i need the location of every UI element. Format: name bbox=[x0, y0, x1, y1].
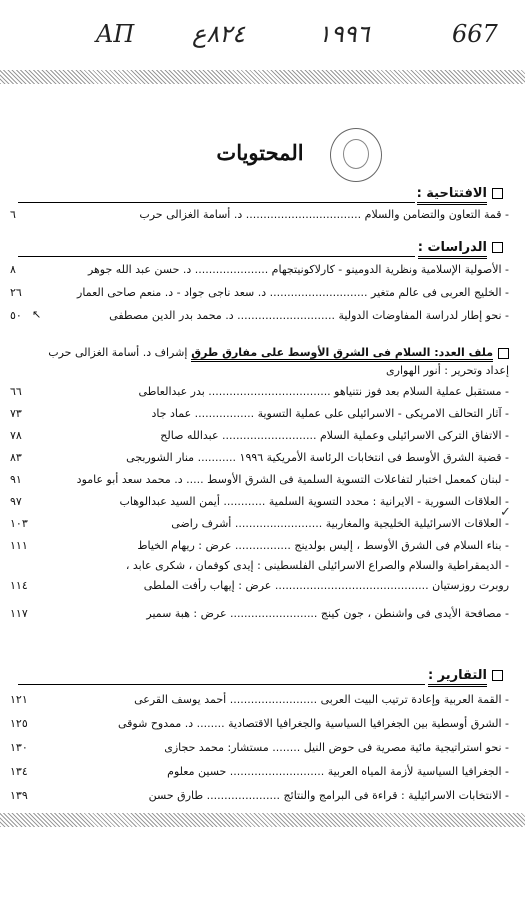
entry-text: روبرت روزستيان ............................................ عرض : إيهاب رأفت الملطى bbox=[143, 579, 509, 592]
entry-text: - الديمقراطية والسلام والصراع الاسرائيلى الفلسطينى : إيدى كوفمان ، شكرى عابد ، bbox=[125, 559, 509, 572]
dossier-editing: إعداد وتحرير : أنور الهوارى bbox=[386, 364, 509, 377]
section-opening bbox=[417, 186, 503, 201]
page-number: ٩١ bbox=[10, 473, 22, 486]
list-item bbox=[10, 285, 515, 301]
list-item bbox=[10, 384, 515, 400]
entry-text: - الانتخابات الاسرائيلية : قراءة فى البرامج والنتائج ..................... طارق حسن bbox=[148, 789, 509, 802]
entry-text: - قضية الشرق الأوسط فى انتخابات الرئاسة الأمريكية ١٩٩٦ ........... منار الشوربجى bbox=[126, 451, 509, 464]
list-item bbox=[10, 406, 515, 422]
page-number: ٨ bbox=[10, 263, 16, 276]
entry-text: - آثار التحالف الامريكى - الاسرائيلى على عملية التسوية ................. عماد جاد bbox=[151, 407, 509, 420]
page-number: ١٠٣ bbox=[10, 517, 28, 530]
section-label: التقارير : bbox=[428, 668, 487, 687]
list-item bbox=[10, 207, 515, 223]
halftone-band-top bbox=[0, 70, 525, 84]
page-title: المحتويات bbox=[216, 140, 304, 165]
entry-text: - القمة العربية وإعادة ترتيب البيت العربى ......................... أحمد يوسف القرعى bbox=[134, 693, 509, 706]
list-item bbox=[10, 262, 515, 278]
list-item bbox=[10, 764, 515, 780]
section-box-icon bbox=[492, 670, 503, 681]
page-number: ١١١ bbox=[10, 539, 28, 552]
list-item bbox=[10, 538, 515, 554]
entry-text: - نحو إطار لدراسة المفاوضات الدولية ............................ د. محمد بدر الدين مصطفى bbox=[109, 309, 509, 322]
margin-check-icon: ✓ bbox=[500, 505, 511, 520]
entry-text: - مصافحة الأيدى فى واشنطن ، جون كينج ......................... عرض : هبة سمير bbox=[146, 607, 509, 620]
page-number: ١٣٤ bbox=[10, 765, 28, 778]
section-box-icon bbox=[498, 348, 509, 359]
section-reports bbox=[428, 668, 503, 683]
list-item bbox=[10, 692, 515, 708]
dossier-label: ملف العدد: السلام فى الشرق الأوسط على مفارق طرق bbox=[191, 346, 493, 362]
entry-text: - العلاقات الاسرائيلية الخليجية والمغاربية ......................... أشرف راضى bbox=[171, 517, 509, 530]
entry-text: - قمة التعاون والتضامن والسلام ................................. د. أسامة الغزالى حرب bbox=[139, 208, 509, 221]
page-number: ٧٨ bbox=[10, 429, 22, 442]
list-item bbox=[10, 606, 515, 622]
page-number: ٦٦ bbox=[10, 385, 22, 398]
entry-text: - الخليج العربى فى عالم متغير ............................ د. سعد ناجى جواد - د. منعم صاحى العمار bbox=[77, 286, 509, 299]
entry-text: - الجغرافيا السياسية لأزمة المياه العربية ........................... حسين معلوم bbox=[167, 765, 509, 778]
page-number: ٦ bbox=[10, 208, 16, 221]
page-number: ١١٧ bbox=[10, 607, 28, 620]
handwritten-note-d: 667 bbox=[452, 20, 498, 48]
list-item bbox=[10, 308, 515, 324]
page-number: ٩٧ bbox=[10, 495, 22, 508]
page-number: ١٣٩ bbox=[10, 789, 28, 802]
entry-text: - العلاقات السورية - الايرانية : محدد التسوية السلمية ............ أيمن السيد عبدالوهاب bbox=[119, 495, 509, 508]
entry-text: - بناء السلام فى الشرق الأوسط ، إليس بولدينج ................ عرض : ريهام الخياط bbox=[137, 539, 509, 552]
entry-text: - الشرق أوسطية بين الجغرافيا السياسية والجغرافيا الاقتصادية ........ د. ممدوح شوقى bbox=[118, 717, 509, 730]
section-divider bbox=[18, 684, 425, 685]
dossier-heading bbox=[48, 346, 509, 359]
entry-text: - الأصولية الإسلامية ونظرية الدومينو - كارلاكونيتجهام ..................... د. حسن عبد الله جوهر bbox=[87, 263, 509, 276]
section-label: الدراسات : bbox=[418, 240, 487, 259]
entry-text: - الاتفاق التركى الاسرائيلى وعملية السلام ........................... عبدالله صالح bbox=[160, 429, 509, 442]
page-number: ٢٦ bbox=[10, 286, 22, 299]
handwritten-note-a: ΑΠ bbox=[96, 20, 135, 48]
page-number: ٨٣ bbox=[10, 451, 22, 464]
section-label: الافتتاحية : bbox=[417, 186, 487, 205]
page-number: ٥٠ bbox=[10, 309, 22, 322]
entry-text: - نحو استراتيجية مائية مصرية فى حوض النيل ........ مستشار: محمد حجازى bbox=[164, 741, 509, 754]
section-box-icon bbox=[492, 242, 503, 253]
dossier-supervision: إشراف د. أسامة الغزالى حرب bbox=[48, 346, 188, 359]
list-item bbox=[10, 716, 515, 732]
page-number: ١٣٠ bbox=[10, 741, 28, 754]
list-item bbox=[10, 558, 515, 574]
entry-text: - مستقبل عملية السلام بعد فوز نتنياهو ................................... بدر عبدالعاطى bbox=[138, 385, 509, 398]
library-stamp bbox=[330, 128, 382, 182]
margin-arrow-icon: ↖ bbox=[32, 308, 42, 321]
list-item bbox=[10, 578, 515, 594]
section-studies bbox=[418, 240, 503, 255]
page-number: ١٢٥ bbox=[10, 717, 28, 730]
handwritten-note-b: ٨٢٤ﻉ bbox=[192, 20, 245, 48]
list-item bbox=[10, 516, 515, 532]
list-item bbox=[10, 494, 515, 510]
list-item bbox=[10, 472, 515, 488]
section-box-icon bbox=[492, 188, 503, 199]
entry-text: - لبنان كمعمل اختبار لتفاعلات التسوية السلمية فى الشرق الأوسط ..... د. محمد سعد أبو عامود bbox=[76, 473, 509, 486]
halftone-band-bottom bbox=[0, 813, 525, 827]
page-number: ٧٣ bbox=[10, 407, 22, 420]
list-item bbox=[10, 450, 515, 466]
handwritten-note-c: ١٩٩٦ bbox=[318, 20, 370, 48]
page-number: ١٢١ bbox=[10, 693, 28, 706]
section-divider bbox=[18, 202, 415, 203]
list-item bbox=[10, 788, 515, 804]
list-item bbox=[10, 740, 515, 756]
page-number: ١١٤ bbox=[10, 579, 28, 592]
section-divider bbox=[18, 256, 415, 257]
list-item bbox=[10, 428, 515, 444]
